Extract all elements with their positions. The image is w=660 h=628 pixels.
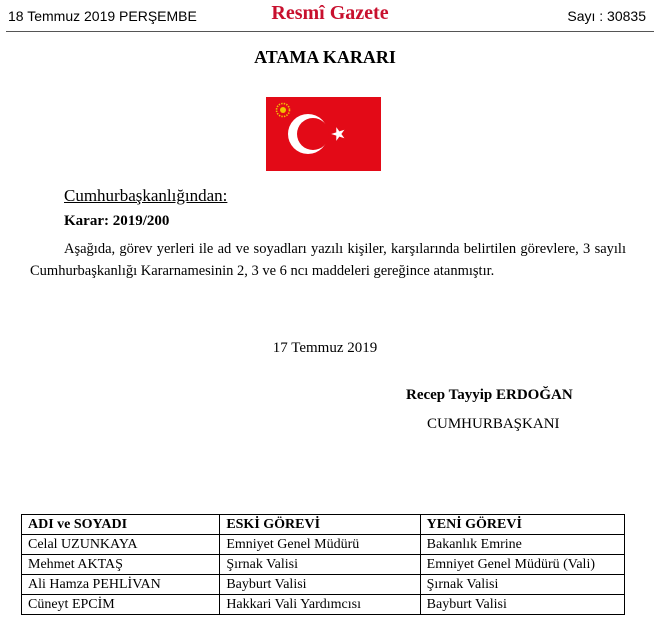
cell-new-post: Bayburt Valisi xyxy=(420,595,624,615)
column-header-name: ADI ve SOYADI xyxy=(22,515,220,535)
cell-name: Mehmet AKTAŞ xyxy=(22,555,220,575)
cell-name: Ali Hamza PEHLİVAN xyxy=(22,575,220,595)
cell-old-post: Bayburt Valisi xyxy=(220,575,420,595)
column-header-old-post: ESKİ GÖREVİ xyxy=(220,515,420,535)
cell-new-post: Emniyet Genel Müdürü (Vali) xyxy=(420,555,624,575)
appointments-table xyxy=(21,514,625,615)
table-row xyxy=(22,595,625,615)
signer-name: Recep Tayyip ERDOĞAN xyxy=(406,387,573,403)
turkish-flag-icon xyxy=(266,97,381,171)
cell-new-post: Bakanlık Emrine xyxy=(420,535,624,555)
decision-body: Aşağıda, görev yerleri ile ad ve soyadları yazılı kişiler, karşılarında belirtilen görevlere, 3 sayılı Cumhurbaşkanlığı Kararnamesinin 2, 3 ve 6 ncı maddeleri gereğince atanmıştır. xyxy=(30,241,626,279)
table-header-row xyxy=(22,515,625,535)
decision-number: Karar: 2019/200 xyxy=(64,213,170,229)
cell-name: Celal UZUNKAYA xyxy=(22,535,220,555)
table-row xyxy=(22,575,625,595)
masthead-title: Resmî Gazete xyxy=(271,2,389,24)
table-row xyxy=(22,555,625,575)
header-date: 18 Temmuz 2019 PERŞEMBE xyxy=(8,8,197,24)
issue-number: Sayı : 30835 xyxy=(567,8,646,24)
cell-old-post: Hakkari Vali Yardımcısı xyxy=(220,595,420,615)
column-header-new-post: YENİ GÖREVİ xyxy=(420,515,624,535)
cell-old-post: Emniyet Genel Müdürü xyxy=(220,535,420,555)
issuing-authority: Cumhurbaşkanlığından: xyxy=(64,186,228,205)
header-divider xyxy=(6,31,654,32)
cell-name: Cüneyt EPCİM xyxy=(22,595,220,615)
cell-new-post: Şırnak Valisi xyxy=(420,575,624,595)
cell-old-post: Şırnak Valisi xyxy=(220,555,420,575)
document-title: ATAMA KARARI xyxy=(254,47,396,67)
table-row xyxy=(22,535,625,555)
signer-title: CUMHURBAŞKANI xyxy=(427,416,560,432)
decision-date: 17 Temmuz 2019 xyxy=(272,340,378,356)
